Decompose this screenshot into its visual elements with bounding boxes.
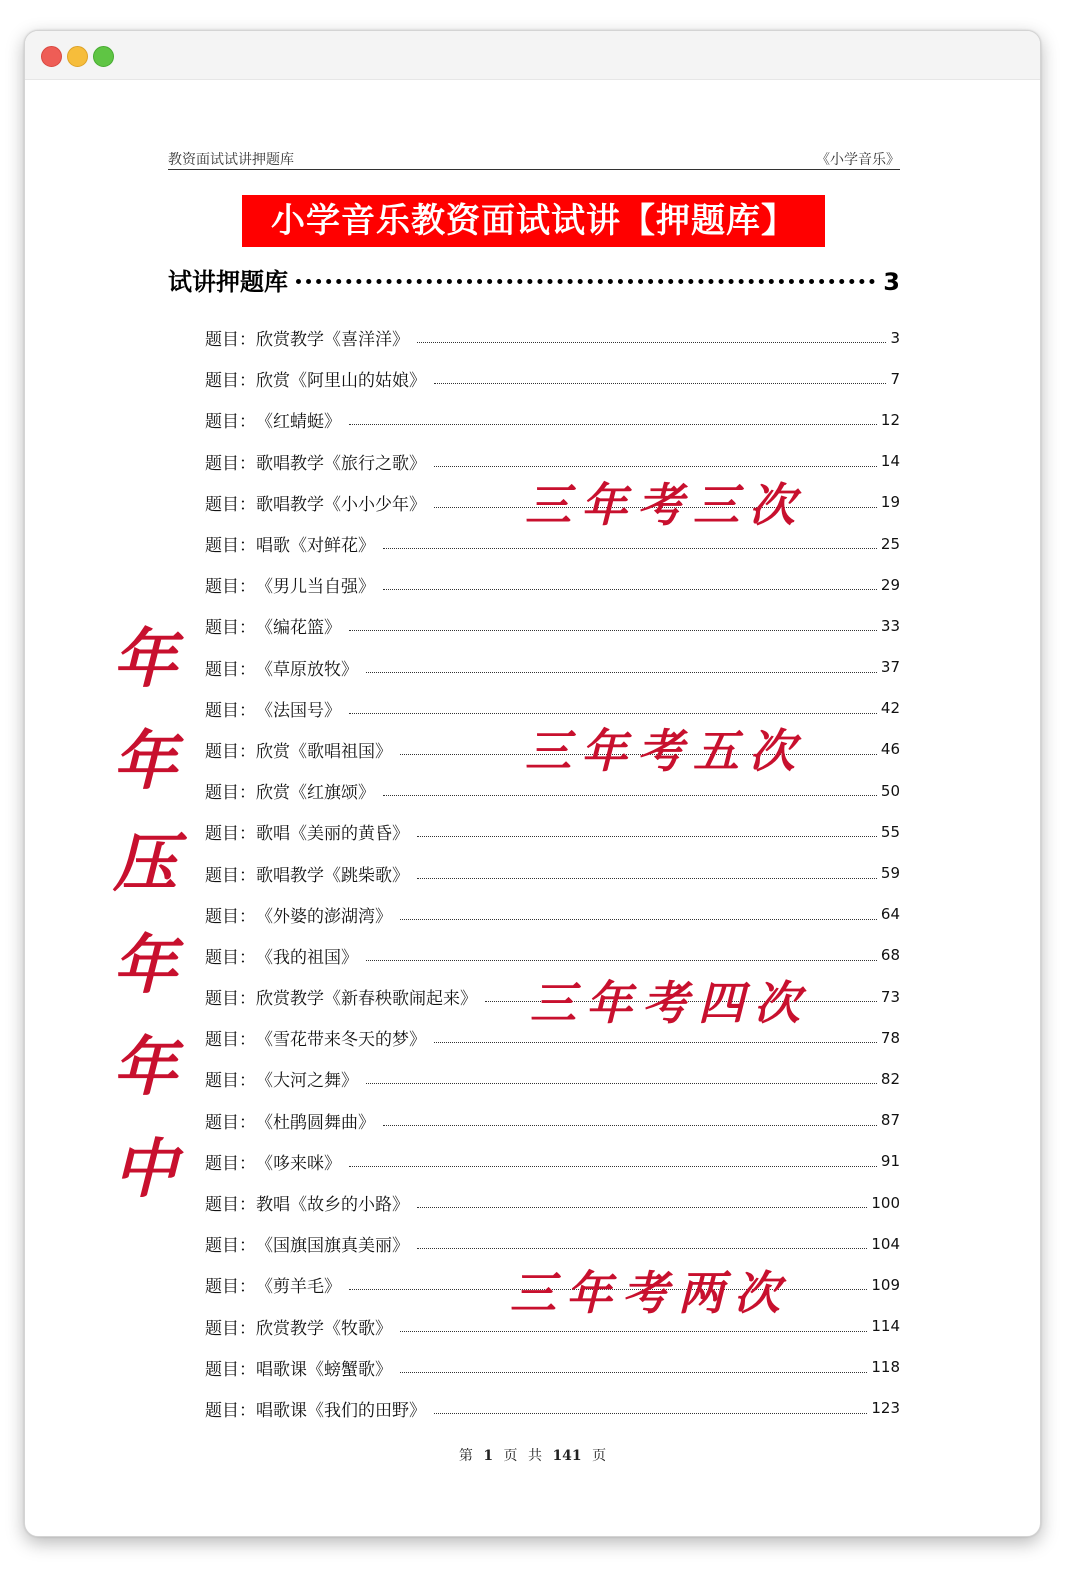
dot-leader — [434, 1413, 867, 1414]
footer-total-pages: 141 — [552, 1448, 582, 1464]
toc-entry-title: 《大河之舞》 — [256, 1071, 358, 1092]
toc-entry[interactable] — [205, 358, 900, 399]
toc-entry-prefix: 题目： — [205, 1071, 256, 1092]
close-window-button[interactable] — [41, 46, 62, 67]
dot-leader — [349, 424, 877, 425]
hw-char: 年 — [113, 928, 177, 1003]
toc-section-page: 3 — [883, 268, 900, 296]
dot-leader — [383, 795, 877, 796]
toc-entry-prefix: 题目： — [205, 1359, 256, 1380]
toc-entry-page: 14 — [880, 452, 900, 471]
toc-entry-page: 42 — [880, 699, 900, 718]
toc-section-heading[interactable] — [168, 262, 900, 298]
toc-entry-prefix: 题目： — [205, 1195, 256, 1216]
toc-entry-title: 欣赏教学《喜洋洋》 — [256, 330, 409, 351]
toc-entry-prefix: 题目： — [205, 1236, 256, 1257]
dot-leader — [383, 589, 877, 590]
toc-entry-title: 唱歌《对鲜花》 — [256, 536, 375, 557]
toc-entry-prefix: 题目： — [205, 536, 256, 557]
toc-entry[interactable] — [205, 1182, 900, 1223]
toc-entry[interactable] — [205, 1141, 900, 1182]
dot-leader — [296, 279, 875, 284]
toc-entry-prefix: 题目： — [205, 453, 256, 474]
header-left-text: 教资面试试讲押题库 — [168, 152, 294, 168]
toc-entry-title: 《法国号》 — [256, 700, 341, 721]
toc-entry[interactable] — [205, 811, 900, 852]
dot-leader — [349, 630, 877, 631]
toc-entry[interactable] — [205, 317, 900, 358]
handwritten-note-4: 三年考两次 — [510, 1266, 790, 1320]
toc-entry-page: 33 — [880, 616, 900, 635]
toc-entry-prefix: 题目： — [205, 700, 256, 721]
toc-entry-title: 歌唱教学《跳柴歌》 — [256, 865, 409, 886]
toc-entry-title: 欣赏教学《新春秧歌闹起来》 — [256, 989, 477, 1010]
toc-entry[interactable] — [205, 894, 900, 935]
toc-entry-prefix: 题目： — [205, 1112, 256, 1133]
toc-entry-prefix: 题目： — [205, 989, 256, 1010]
toc-entry-page: 100 — [871, 1193, 900, 1212]
toc-entry-title: 《剪羊毛》 — [256, 1277, 341, 1298]
toc-entry-page: 12 — [880, 410, 900, 429]
toc-entry-page: 64 — [880, 905, 900, 924]
toc-entry-prefix: 题目： — [205, 741, 256, 762]
handwritten-note-3: 三年考四次 — [530, 976, 810, 1030]
toc-entry-prefix: 题目： — [205, 330, 256, 351]
toc-entry-prefix: 题目： — [205, 659, 256, 680]
toc-entry-title: 歌唱教学《旅行之歌》 — [256, 453, 426, 474]
toc-entry-prefix: 题目： — [205, 1153, 256, 1174]
dot-leader — [383, 1125, 877, 1126]
dot-leader — [417, 1248, 867, 1249]
toc-entry-prefix: 题目： — [205, 494, 256, 515]
dot-leader — [434, 383, 886, 384]
toc-entry-prefix: 题目： — [205, 783, 256, 804]
dot-leader — [400, 1331, 867, 1332]
toc-entry[interactable] — [205, 1388, 900, 1429]
footer-word-total: 共 — [527, 1448, 542, 1464]
toc-entry-title: 《杜鹃圆舞曲》 — [256, 1112, 375, 1133]
toc-entry-page: 29 — [880, 575, 900, 594]
toc-entry-title: 欣赏《歌唱祖国》 — [256, 741, 392, 762]
toc-entry-prefix: 题目： — [205, 947, 256, 968]
hw-char: 年 — [113, 622, 177, 697]
toc-section-label: 试讲押题库 — [168, 268, 288, 296]
toc-entry-title: 《国旗国旗真美丽》 — [256, 1236, 409, 1257]
dot-leader — [383, 548, 877, 549]
toc-entry[interactable] — [205, 1100, 900, 1141]
toc-entry-page: 87 — [880, 1111, 900, 1130]
hw-char: 年 — [113, 724, 177, 799]
toc-entry-title: 教唱《故乡的小路》 — [256, 1195, 409, 1216]
toc-entry-page: 78 — [880, 1028, 900, 1047]
toc-entry-title: 唱歌课《螃蟹歌》 — [256, 1359, 392, 1380]
footer-word-page: 第 — [458, 1448, 473, 1464]
dot-leader — [417, 878, 877, 879]
toc-entry-title: 歌唱教学《小小少年》 — [256, 494, 426, 515]
toc-entry-title: 《外婆的澎湖湾》 — [256, 906, 392, 927]
dot-leader — [417, 342, 886, 343]
dot-leader — [349, 1166, 877, 1167]
toc-entry-page: 109 — [871, 1275, 900, 1294]
toc-entry-page: 3 — [890, 328, 900, 347]
dot-leader — [366, 672, 877, 673]
handwritten-note-1: 三年考三次 — [525, 478, 805, 532]
footer-current-page: 1 — [483, 1448, 494, 1464]
toc-entry-title: 《雪花带来冬天的梦》 — [256, 1030, 426, 1051]
handwritten-note-2: 三年考五次 — [525, 724, 805, 778]
toc-entry-page: 118 — [871, 1358, 900, 1377]
toc-entry-prefix: 题目： — [205, 618, 256, 639]
toc-entry-prefix: 题目： — [205, 371, 256, 392]
toc-entry[interactable] — [205, 647, 900, 688]
document-title: 小学音乐教资面试试讲【押题库】 — [242, 195, 825, 247]
window — [24, 30, 1041, 1537]
hw-char: 压 — [113, 826, 177, 901]
dot-leader — [366, 960, 877, 961]
running-header — [168, 149, 900, 170]
toc-entry-title: 《红蜻蜓》 — [256, 412, 341, 433]
toc-entry-prefix: 题目： — [205, 1400, 256, 1421]
toc-entry-title: 欣赏教学《牧歌》 — [256, 1318, 392, 1339]
toc-entry-page: 114 — [871, 1317, 900, 1336]
dot-leader — [434, 466, 877, 467]
toc-entry-page: 73 — [880, 987, 900, 1006]
dot-leader — [400, 1372, 867, 1373]
toc-entry-page: 91 — [880, 1152, 900, 1171]
toc-entry-page: 59 — [880, 864, 900, 883]
toc-entry-title: 《编花篮》 — [256, 618, 341, 639]
toc-entry-page: 37 — [880, 658, 900, 677]
toc-entry[interactable] — [205, 564, 900, 605]
toc-entry-prefix: 题目： — [205, 906, 256, 927]
toc-entry-page: 123 — [871, 1399, 900, 1418]
toc-entry-title: 歌唱《美丽的黄昏》 — [256, 824, 409, 845]
toc-entry[interactable] — [205, 1058, 900, 1099]
document-page — [25, 79, 1040, 1536]
toc-entry[interactable] — [205, 399, 900, 440]
maximize-window-button[interactable] — [93, 46, 114, 67]
toc-entry[interactable] — [205, 852, 900, 893]
dot-leader — [400, 919, 877, 920]
toc-entry-title: 欣赏《红旗颂》 — [256, 783, 375, 804]
minimize-window-button[interactable] — [67, 46, 88, 67]
toc-entry-page: 25 — [880, 534, 900, 553]
dot-leader — [417, 1207, 867, 1208]
toc-entry-page: 82 — [880, 1069, 900, 1088]
footer-word-ye-2: 页 — [592, 1448, 607, 1464]
toc-entry-page: 46 — [880, 740, 900, 759]
toc-entry-title: 《我的祖国》 — [256, 947, 358, 968]
toc-entry-page: 50 — [880, 781, 900, 800]
toc-entry-prefix: 题目： — [205, 1318, 256, 1339]
toc-entry-title: 《哆来咪》 — [256, 1153, 341, 1174]
dot-leader — [349, 713, 877, 714]
toc-entry-prefix: 题目： — [205, 1277, 256, 1298]
toc-entry-page: 7 — [890, 369, 900, 388]
toc-entry-prefix: 题目： — [205, 1030, 256, 1051]
handwritten-vertical-note — [105, 609, 185, 1221]
toc-entry-title: 《男儿当自强》 — [256, 577, 375, 598]
window-titlebar — [25, 31, 1040, 80]
toc-entry-prefix: 题目： — [205, 577, 256, 598]
toc-entry-title: 《草原放牧》 — [256, 659, 358, 680]
toc-entry[interactable] — [205, 1347, 900, 1388]
toc-entry-prefix: 题目： — [205, 412, 256, 433]
header-right-text: 《小学音乐》 — [816, 152, 900, 168]
hw-char: 中 — [113, 1132, 177, 1207]
toc-entry-page: 104 — [871, 1234, 900, 1253]
dot-leader — [417, 836, 877, 837]
toc-entry-title: 欣赏《阿里山的姑娘》 — [256, 371, 426, 392]
dot-leader — [366, 1083, 877, 1084]
toc-entry-page: 19 — [880, 493, 900, 512]
toc-entry-title: 唱歌课《我们的田野》 — [256, 1400, 426, 1421]
footer-word-ye: 页 — [503, 1448, 518, 1464]
page-footer — [25, 1445, 1040, 1465]
toc-entry-prefix: 题目： — [205, 824, 256, 845]
toc-entry-page: 68 — [880, 946, 900, 965]
toc-entry-page: 55 — [880, 822, 900, 841]
toc-entry-prefix: 题目： — [205, 865, 256, 886]
hw-char: 年 — [113, 1030, 177, 1105]
toc-entry[interactable] — [205, 605, 900, 646]
dot-leader — [434, 1042, 877, 1043]
